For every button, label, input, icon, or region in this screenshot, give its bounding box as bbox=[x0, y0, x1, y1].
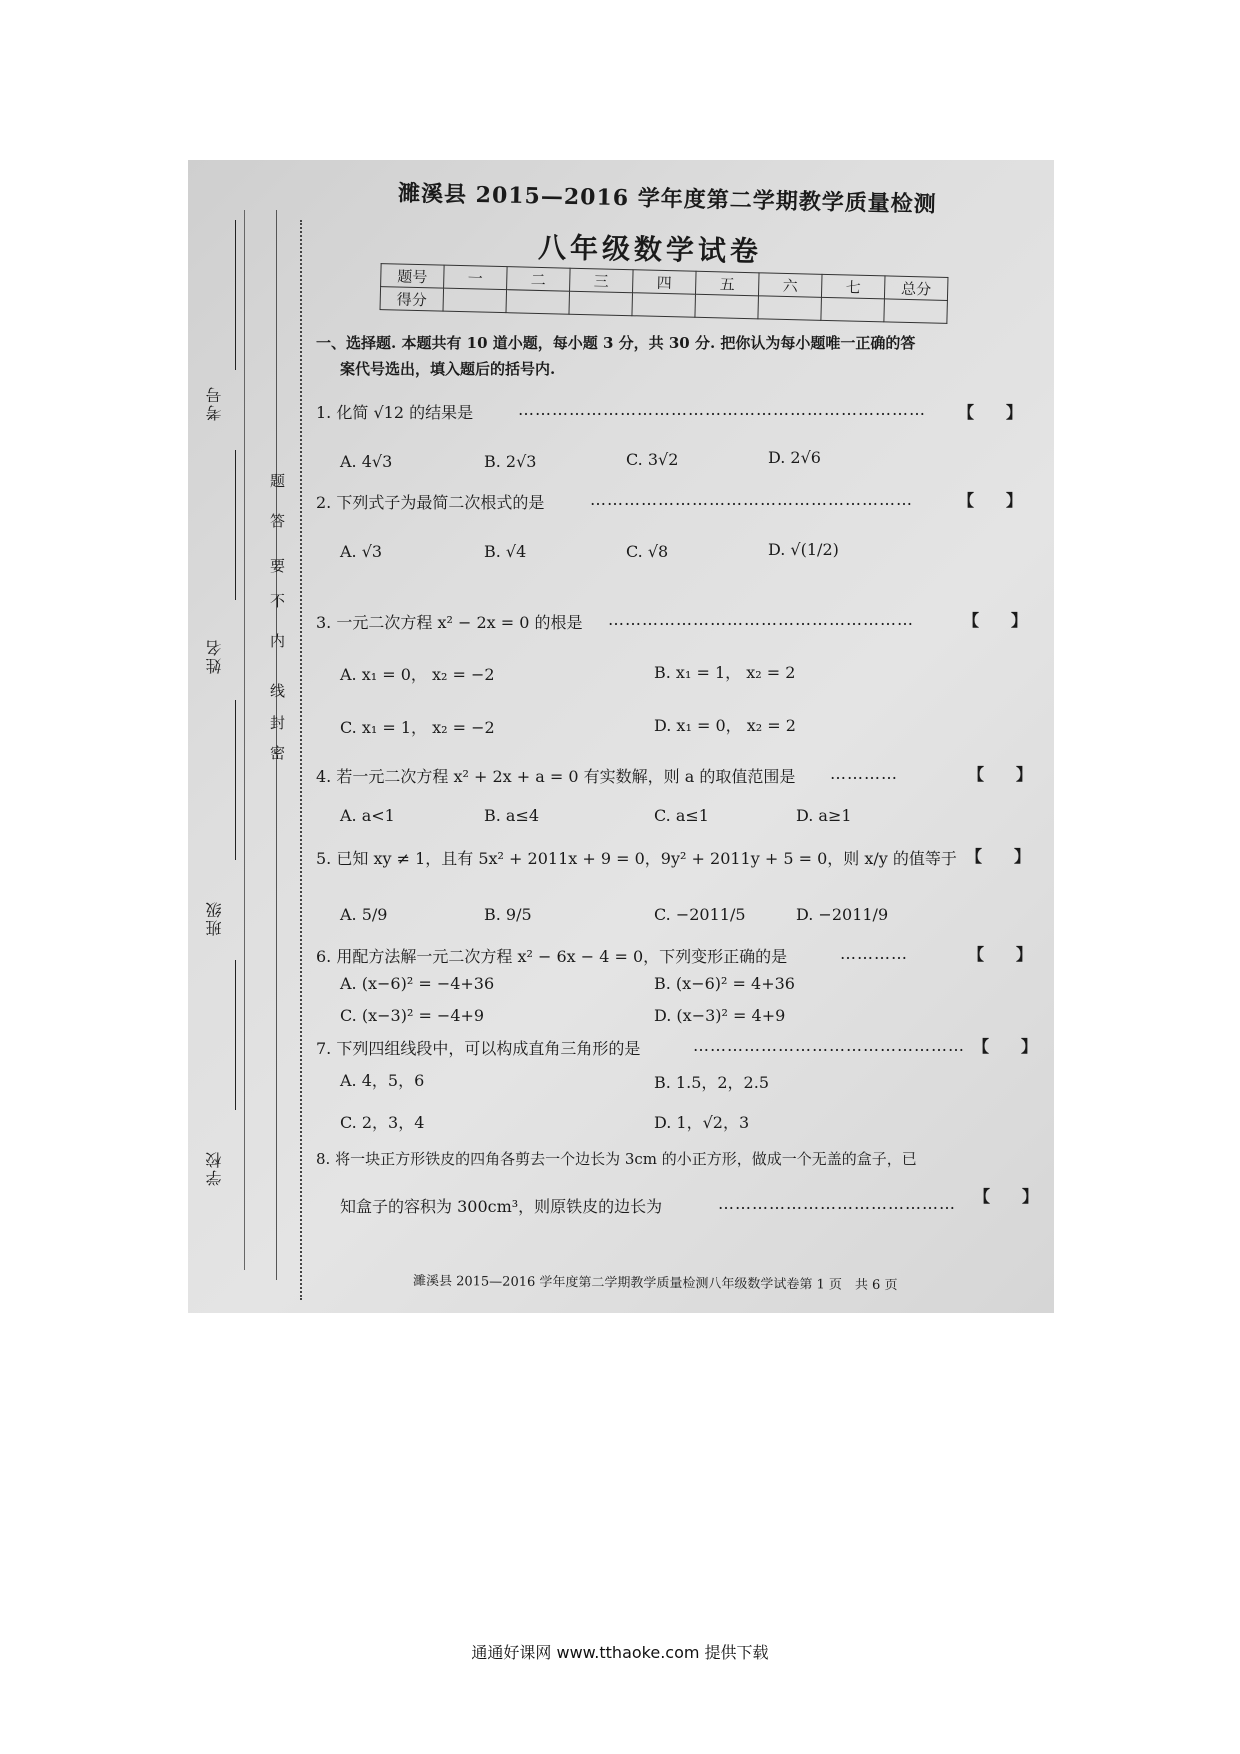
score-table-cell: 题号 bbox=[381, 264, 445, 289]
exam-subtitle: 八年级数学试卷 bbox=[537, 231, 763, 268]
exam-number-blank-2 bbox=[235, 450, 236, 600]
question-7-option-d: D. 1，√2，3 bbox=[654, 1113, 750, 1132]
question-3-option-d: D. x₁ = 0， x₂ = 2 bbox=[654, 716, 796, 735]
question-3-option-a: A. x₁ = 0， x₂ = −2 bbox=[340, 665, 495, 684]
question-2-option-b: B. √4 bbox=[484, 542, 527, 561]
question-7-option-b: B. 1.5，2，2.5 bbox=[654, 1073, 770, 1092]
page-footer: 濉溪县 2015—2016 学年度第二学期教学质量检测八年级数学试卷第 1 页 共 6 页 bbox=[412, 1273, 898, 1294]
class-label: 班级 bbox=[205, 900, 224, 936]
question-4-option-a: A. a<1 bbox=[340, 806, 395, 825]
question-5-option-a: A. 5/9 bbox=[340, 905, 388, 924]
question-4-stem: 4. 若一元二次方程 x² + 2x + a = 0 有实数解，则 a 的取值范围是 bbox=[316, 767, 796, 786]
question-2-option-c: C. √8 bbox=[626, 542, 669, 561]
question-3-option-c: C. x₁ = 1， x₂ = −2 bbox=[340, 718, 495, 737]
name-label: 姓名 bbox=[205, 638, 224, 674]
score-blank[interactable] bbox=[506, 290, 570, 315]
download-watermark: 通通好课网 www.tthaoke.com 提供下载 bbox=[471, 1643, 769, 1662]
question-6-option-b: B. (x−6)² = 4+36 bbox=[654, 974, 795, 993]
section1-heading-cont: 案代号选出，填入题后的括号内. bbox=[340, 360, 556, 378]
answer-bracket[interactable]: 【 】 bbox=[966, 847, 1031, 866]
score-table-cell: 四 bbox=[633, 270, 697, 295]
question-6-option-c: C. (x−3)² = −4+9 bbox=[340, 1006, 485, 1025]
score-blank[interactable] bbox=[758, 296, 822, 321]
question-4-option-d: D. a≥1 bbox=[796, 806, 852, 825]
seal-char: 题 bbox=[270, 472, 286, 490]
score-blank[interactable] bbox=[695, 294, 759, 319]
answer-bracket[interactable]: 【 】 bbox=[963, 611, 1028, 630]
score-table-cell: 七 bbox=[821, 274, 885, 299]
dot-leader: ……………………………………………… bbox=[608, 610, 914, 629]
exam-photo bbox=[188, 160, 1054, 1313]
question-1-option-b: B. 2√3 bbox=[484, 452, 537, 471]
dot-leader: ………………………………………………… bbox=[590, 490, 913, 509]
question-2-option-a: A. √3 bbox=[340, 542, 383, 561]
score-blank[interactable] bbox=[632, 293, 696, 318]
question-8-stem: 8. 将一块正方形铁皮的四角各剪去一个边长为 3cm 的小正方形，做成一个无盖的盒子，已 bbox=[316, 1150, 917, 1168]
answer-bracket[interactable]: 【 】 bbox=[968, 945, 1033, 964]
question-2-stem: 2. 下列式子为最简二次根式的是 bbox=[316, 493, 545, 512]
dot-leader: ……………………………………………………………… bbox=[518, 400, 926, 419]
question-5-option-d: D. −2011/9 bbox=[796, 905, 889, 924]
answer-bracket[interactable]: 【 】 bbox=[958, 491, 1023, 510]
question-6-option-a: A. (x−6)² = −4+36 bbox=[340, 974, 495, 993]
score-blank[interactable] bbox=[569, 291, 633, 316]
score-table-cell: 六 bbox=[758, 273, 822, 298]
question-6-option-d: D. (x−3)² = 4+9 bbox=[654, 1006, 786, 1025]
seal-char: 封 bbox=[270, 714, 286, 732]
question-7-option-a: A. 4，5，6 bbox=[340, 1071, 425, 1090]
seal-char: 线 bbox=[270, 682, 286, 700]
score-blank[interactable] bbox=[821, 297, 885, 322]
question-4-option-c: C. a≤1 bbox=[654, 806, 709, 825]
score-table bbox=[380, 263, 949, 324]
exam-title: 濉溪县 2015—2016 学年度第二学期教学质量检测 bbox=[397, 180, 937, 218]
answer-bracket[interactable]: 【 】 bbox=[968, 765, 1033, 784]
dot-leader: ………… bbox=[830, 764, 898, 783]
answer-bracket[interactable]: 【 】 bbox=[974, 1187, 1039, 1206]
question-6-stem: 6. 用配方法解一元二次方程 x² − 6x − 4 = 0，下列变形正确的是 bbox=[316, 947, 788, 966]
question-1-option-c: C. 3√2 bbox=[626, 450, 679, 469]
seal-line-dotted bbox=[300, 220, 302, 1300]
question-3-option-b: B. x₁ = 1， x₂ = 2 bbox=[654, 663, 796, 682]
score-table-cell: 二 bbox=[507, 267, 571, 292]
seal-char: 内 bbox=[270, 632, 286, 650]
question-5-option-b: B. 9/5 bbox=[484, 905, 532, 924]
question-7-option-c: C. 2，3，4 bbox=[340, 1113, 425, 1132]
answer-bracket[interactable]: 【 】 bbox=[958, 403, 1023, 422]
question-7-stem: 7. 下列四组线段中，可以构成直角三角形的是 bbox=[316, 1039, 641, 1058]
question-1-stem: 1. 化简 √12 的结果是 bbox=[316, 403, 474, 422]
answer-bracket[interactable]: 【 】 bbox=[973, 1037, 1038, 1056]
question-1-option-d: D. 2√6 bbox=[768, 448, 821, 467]
dot-leader: …………………………………… bbox=[718, 1194, 956, 1213]
name-blank bbox=[235, 700, 236, 860]
question-5-stem: 5. 已知 xy ≠ 1，且有 5x² + 2011x + 9 = 0，9y² + 2011y + 5 = 0，则 x/y 的值等于 bbox=[316, 849, 957, 868]
section1-heading: 一、选择题. 本题共有 10 道小题，每小题 3 分，共 30 分. 把你认为每小题唯一正确的答 bbox=[316, 334, 916, 352]
exam-number-label: 考号 bbox=[205, 385, 224, 421]
score-table-cell: 三 bbox=[570, 268, 634, 293]
score-table-cell: 一 bbox=[444, 265, 508, 290]
score-blank[interactable] bbox=[443, 288, 507, 313]
margin-rule bbox=[244, 210, 245, 1270]
score-blank[interactable] bbox=[884, 299, 948, 324]
question-8-stem-cont: 知盒子的容积为 300cm³，则原铁皮的边长为 bbox=[340, 1197, 663, 1216]
school-label: 学校 bbox=[205, 1150, 224, 1186]
score-table-cell: 总分 bbox=[884, 276, 948, 301]
question-4-option-b: B. a≤4 bbox=[484, 806, 540, 825]
score-table-cell: 得分 bbox=[380, 287, 444, 312]
seal-char: 要 bbox=[270, 557, 286, 575]
dot-leader: ………………………………………… bbox=[693, 1036, 965, 1055]
question-2-option-d: D. √(1/2) bbox=[768, 540, 839, 559]
exam-number-blank bbox=[235, 220, 236, 370]
score-table-cell: 五 bbox=[695, 271, 759, 296]
dot-leader: ………… bbox=[840, 944, 908, 963]
question-3-stem: 3. 一元二次方程 x² − 2x = 0 的根是 bbox=[316, 613, 583, 632]
seal-char: 不 bbox=[270, 592, 286, 610]
seal-char: 答 bbox=[270, 512, 286, 530]
question-1-option-a: A. 4√3 bbox=[340, 452, 393, 471]
question-5-option-c: C. −2011/5 bbox=[654, 905, 746, 924]
class-blank bbox=[235, 960, 236, 1110]
seal-char: 密 bbox=[270, 744, 286, 762]
